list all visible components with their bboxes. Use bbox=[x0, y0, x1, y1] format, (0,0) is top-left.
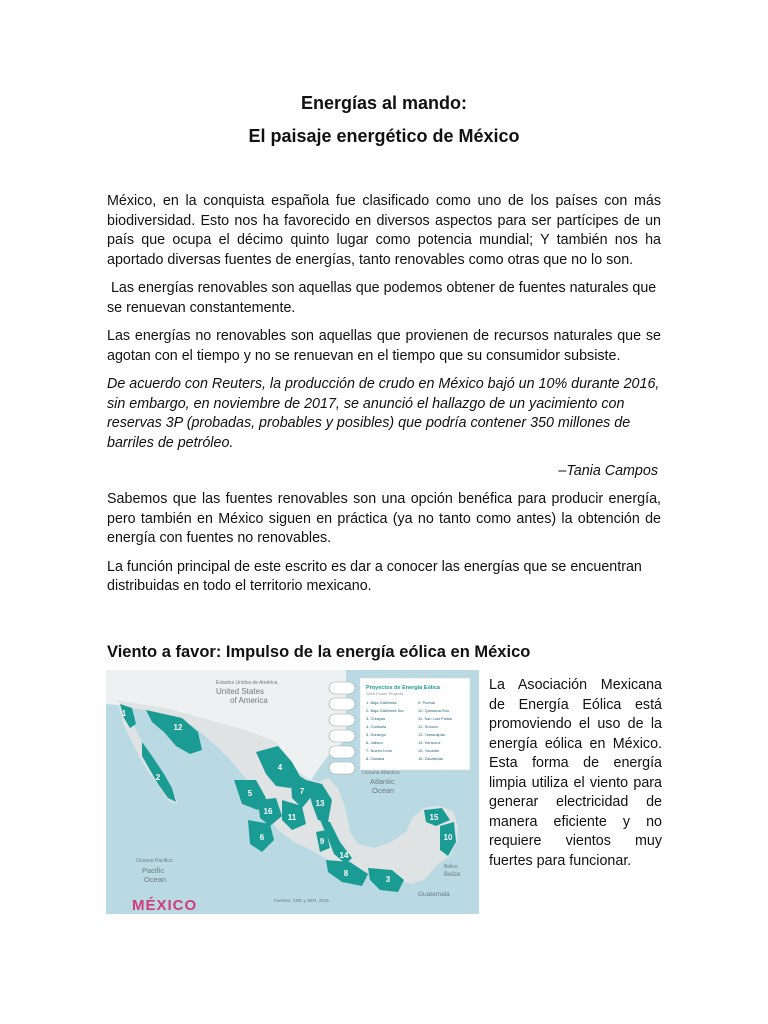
legend-item: 10. Quintana Roo bbox=[418, 708, 450, 713]
region-number: 14 bbox=[339, 851, 349, 860]
legend-item: 11. San Luis Potosí bbox=[418, 716, 453, 721]
region-number: 8 bbox=[343, 869, 349, 878]
usa-label-line2: of America bbox=[230, 696, 268, 705]
legend-item: 12. Sonora bbox=[418, 724, 438, 729]
pacific-label-line2: Ocean bbox=[144, 875, 167, 884]
gulf-label-small: Océano Atlántico bbox=[362, 770, 400, 776]
section-side-text: La Asociación Mexicana de Energía Eólica está promoviendo el uso de la energía eólica en México. Esta forma de energía limpia utiliza el viento para generar electricidad de manera eficiente y no requiere vientos muy fuertes para funcionar. bbox=[489, 677, 662, 869]
wind-projects-map bbox=[106, 670, 479, 914]
region-number: 5 bbox=[247, 789, 253, 798]
mexico-brand-logo: MÉXICO bbox=[132, 897, 198, 914]
section-heading: Viento a favor: Impulso de la energía eólica en México bbox=[107, 643, 531, 661]
region-number: 7 bbox=[299, 787, 305, 796]
body-section bbox=[107, 490, 661, 606]
region-number: 2 bbox=[155, 773, 161, 782]
pacific-label-small: Océano Pacífico bbox=[136, 858, 173, 864]
region-number: 15 bbox=[429, 813, 439, 822]
legend-item: 4. Coahuila bbox=[366, 724, 387, 729]
legend-item: 7. Nuevo León bbox=[366, 748, 393, 753]
page-subtitle: El paisaje energético de México bbox=[248, 126, 520, 146]
legend-item: 6. Jalisco bbox=[366, 740, 383, 745]
legend-subtitle: Wind Power Projects bbox=[366, 691, 404, 696]
legend-item: 2. Baja California Sur bbox=[366, 708, 404, 713]
usa-label-small: Estados Unidos de América bbox=[216, 680, 278, 686]
map-source: Fuentes: CRE y SER, 2015 bbox=[274, 898, 329, 903]
legend-item: 5. Durango bbox=[366, 732, 386, 737]
body-paragraph-1: Sabemos que las fuentes renovables son una opción benéfica para producir energía, pero también en México siguen en práctica (ya no tanto como antes) la obtención de energía con fuentes no renovables. bbox=[107, 491, 661, 546]
region-number: 13 bbox=[315, 799, 325, 808]
region-number: 4 bbox=[277, 763, 283, 772]
region-number: 12 bbox=[173, 723, 183, 732]
region-number: 11 bbox=[287, 813, 297, 822]
legend-item: 9. Puebla bbox=[418, 700, 435, 705]
intro-paragraph-2: Las energías renovables son aquellas que podemos obtener de fuentes naturales que se renuevan constantemente. bbox=[107, 280, 661, 316]
oil-rig-icon bbox=[329, 746, 355, 758]
legend-item: 13. Tamaulipas bbox=[418, 732, 445, 737]
region-number: 9 bbox=[319, 837, 325, 846]
geothermal-icon bbox=[329, 730, 355, 742]
map-graphic bbox=[106, 670, 479, 914]
belize-label: Belize bbox=[444, 872, 461, 878]
legend-item: 1. Baja California bbox=[366, 700, 397, 705]
region-number: 10 bbox=[443, 833, 453, 842]
intro-paragraph-3: Las energías no renovables son aquellas que provienen de recursos naturales que se agotan con el tiempo y no se renuevan en el tiempo que su consumidor subsiste. bbox=[107, 328, 661, 364]
legend-item: 8. Oaxaca bbox=[366, 756, 385, 761]
region-number: 6 bbox=[259, 833, 265, 842]
solar-panel-icon bbox=[329, 698, 355, 710]
reuters-quote: De acuerdo con Reuters, la producción de crudo en México bajó un 10% durante 2016, sin embargo, en noviembre de 2017, se anunció el hallazgo de un yacimiento con reservas 3P (probadas, probables y posibles) que podría contener 350 millones de barriles de petróleo. bbox=[107, 376, 660, 451]
quote-author: –Tania Campos bbox=[558, 463, 658, 479]
belize-label-small: Belice bbox=[444, 864, 458, 870]
wind-turbine-icon bbox=[329, 682, 355, 694]
region-number: 3 bbox=[385, 875, 391, 884]
legend-item: 16. Zacatecas bbox=[418, 756, 444, 761]
region-baja-california-sur bbox=[142, 742, 176, 802]
legend-item: 14. Veracruz bbox=[418, 740, 441, 745]
bio-icon bbox=[329, 762, 355, 774]
legend-item: 15. Yucatán bbox=[418, 748, 440, 753]
legend-title: Proyectos de Energía Eólica bbox=[366, 685, 440, 691]
body-paragraph-2: La función principal de este escrito es dar a conocer las energías que se encuentran distribuidas en todo el territorio mexicano. bbox=[107, 558, 642, 594]
region-number: 16 bbox=[263, 807, 273, 816]
pacific-label-line1: Pacific bbox=[142, 866, 165, 875]
region-number: 1 bbox=[121, 709, 127, 718]
page-title: Energías al mando: bbox=[300, 93, 468, 113]
gulf-label-line1: Atlantic bbox=[370, 777, 395, 786]
intro-paragraph-1: México, en la conquista española fue clasificado como uno de los países con más biodiversidad. Esto nos ha favorecido en diversos aspectos para ser partícipes de un país que ocupa el décimo quinto lugar como potencia mundial; Y también nos ha aportado diversas fuentes de energías, tanto renovables como otras que no lo son. bbox=[107, 193, 661, 268]
legend-item: 3. Chiapas bbox=[366, 716, 386, 721]
gulf-label-line2: Ocean bbox=[372, 786, 395, 795]
hydro-icon bbox=[329, 714, 355, 726]
guatemala-label: Guatemala bbox=[418, 891, 450, 898]
intro-section bbox=[107, 192, 661, 491]
usa-label-line1: United States bbox=[216, 687, 265, 696]
